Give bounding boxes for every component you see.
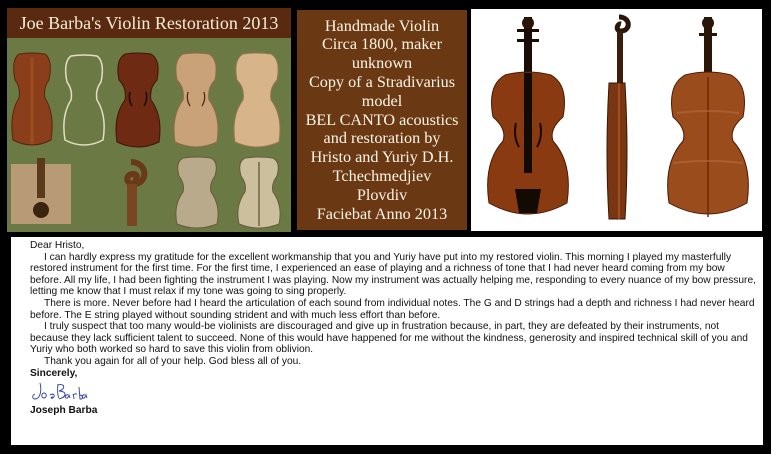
violin-back-view-photo	[663, 13, 753, 227]
violin-plate-inside-photo	[235, 156, 283, 232]
violin-raw-back-plate-photo	[231, 52, 283, 152]
violin-side-view-photo	[595, 13, 639, 227]
violin-scroll-photo	[111, 158, 151, 228]
letter-closing: Sincerely,	[30, 367, 78, 379]
finished-violin-photos	[471, 9, 762, 231]
violin-plate-bassbar-photo	[173, 156, 221, 232]
violin-body-interior-photo	[11, 158, 71, 230]
testimonial-letter	[11, 237, 763, 445]
letter-paragraph: Thank you again for all of your help. God bless all of you.	[44, 355, 302, 367]
violin-description	[297, 10, 467, 230]
description-line: Hristo and Yuriy D.H.	[310, 148, 454, 167]
letter-paragraph: I truly suspect that too many would-be violinists are discouraged and give up in frustration because, in part, they are defeated by their instruments, not because they lack sufficient talent to succeed. None of this would have happened for me without the kindness, generosity and inspired technical skill of you and Yuriy who both worked so hard to save this violin from oblivion.	[30, 321, 748, 356]
letter-salutation: Dear Hristo,	[30, 240, 85, 251]
panel-title: Joe Barba's Violin Restoration 2013	[7, 8, 291, 38]
violin-top-plate-photo	[113, 52, 163, 152]
violin-raw-top-plate-photo	[171, 52, 221, 152]
description-line: BEL CANTO acoustics	[305, 110, 459, 129]
description-line: Circa 1800, maker	[321, 35, 442, 54]
description-line: unknown	[351, 54, 413, 73]
description-line: and restoration by	[323, 129, 441, 148]
description-line: Plovdiv	[356, 185, 408, 204]
violin-back-plate-photo	[9, 52, 55, 150]
letter-paragraph: I can hardly express my gratitude for the excellent workmanship that you and Yuriy have put into my restored violin. This morning I played my masterfully restored instrument for the first time. For the first time, I experienced an ease of playing and a richness of tone that I had never heard coming from my bow before. All my life, I had been fighting the instrument I was playing. Now my instrument was actually helping me, responding to every nuance of my bow pressure, letting me know that I must relax if my tone was going to sing properly.	[30, 251, 756, 298]
violin-frame-ribs-photo	[61, 54, 107, 150]
description-line: model	[361, 91, 403, 110]
letter-signer-name: Joseph Barba	[30, 405, 98, 417]
description-line: Faciebat Anno 2013	[316, 204, 448, 223]
letter-paragraph: There is more. Never before had I heard the articulation of each sound from individual notes. The G and D strings had a depth and richness I had never heard before. The E string played without sounding strident and with much less effort than before.	[30, 297, 755, 321]
description-line: Copy of a Stradivarius	[308, 73, 456, 91]
restoration-photo-panel	[7, 8, 291, 232]
description-line: Tchechmedjiev	[332, 166, 432, 185]
description-line: Handmade Violin	[324, 16, 440, 35]
violin-front-view-photo	[483, 13, 573, 227]
handwritten-signature	[30, 379, 757, 405]
